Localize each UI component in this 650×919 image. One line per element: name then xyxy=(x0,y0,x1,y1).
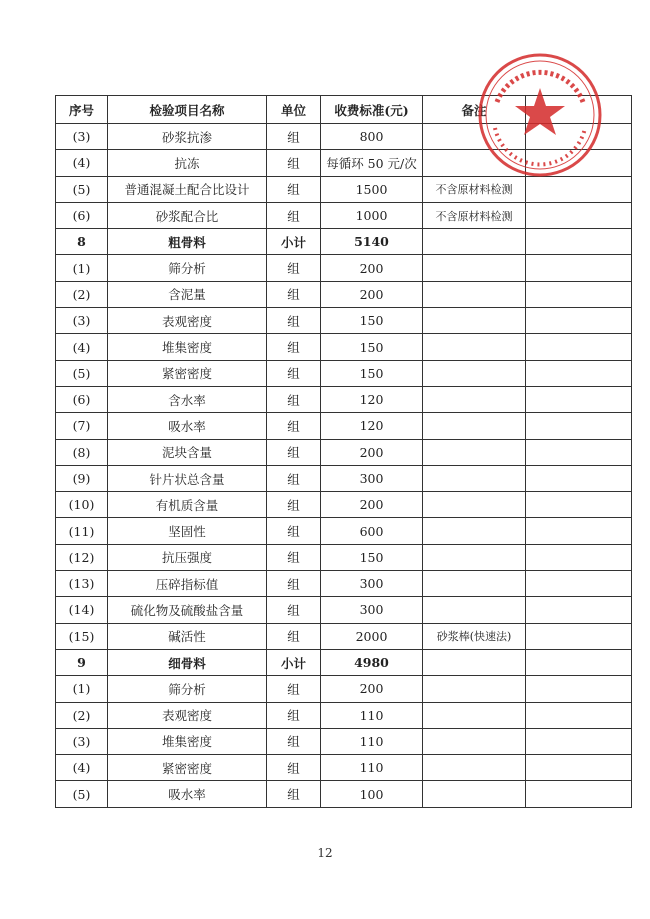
cell-serial: (5) xyxy=(56,781,108,807)
cell-serial: (5) xyxy=(56,360,108,386)
cell-extra xyxy=(526,386,632,412)
cell-unit: 组 xyxy=(267,702,321,728)
cell-remark xyxy=(423,571,526,597)
cell-remark: 不含原材料检测 xyxy=(423,202,526,228)
cell-item-name: 针片状总含量 xyxy=(108,465,267,491)
cell-extra xyxy=(526,465,632,491)
table-row xyxy=(56,202,632,228)
cell-remark xyxy=(423,544,526,570)
cell-fee: 150 xyxy=(321,544,423,570)
table-row xyxy=(56,492,632,518)
fee-standard-table xyxy=(55,95,632,808)
cell-remark xyxy=(423,518,526,544)
cell-extra xyxy=(526,255,632,281)
cell-unit: 组 xyxy=(267,544,321,570)
cell-serial: (6) xyxy=(56,386,108,412)
header-item-name: 检验项目名称 xyxy=(108,96,267,124)
cell-fee: 300 xyxy=(321,571,423,597)
cell-item-name: 筛分析 xyxy=(108,676,267,702)
table-row xyxy=(56,465,632,491)
cell-extra xyxy=(526,176,632,202)
cell-extra xyxy=(526,676,632,702)
table-row xyxy=(56,755,632,781)
cell-remark xyxy=(423,597,526,623)
cell-unit: 组 xyxy=(267,202,321,228)
cell-extra xyxy=(526,544,632,570)
cell-remark xyxy=(423,465,526,491)
cell-serial: (4) xyxy=(56,150,108,176)
cell-remark xyxy=(423,492,526,518)
table-row xyxy=(56,571,632,597)
table-row xyxy=(56,360,632,386)
seal-star-icon xyxy=(515,88,565,135)
cell-serial: (14) xyxy=(56,597,108,623)
cell-serial: (2) xyxy=(56,281,108,307)
cell-fee: 1500 xyxy=(321,176,423,202)
header-remark: 备注 xyxy=(423,96,526,124)
cell-unit: 组 xyxy=(267,255,321,281)
cell-fee: 300 xyxy=(321,465,423,491)
cell-extra xyxy=(526,781,632,807)
table-row xyxy=(56,781,632,807)
cell-unit: 小计 xyxy=(267,649,321,675)
cell-remark xyxy=(423,413,526,439)
cell-item-name: 砂浆抗渗 xyxy=(108,124,267,150)
cell-fee: 110 xyxy=(321,728,423,754)
cell-serial: (4) xyxy=(56,755,108,781)
table-row xyxy=(56,413,632,439)
cell-fee: 200 xyxy=(321,281,423,307)
cell-item-name: 紧密密度 xyxy=(108,755,267,781)
cell-serial: (3) xyxy=(56,124,108,150)
cell-fee: 200 xyxy=(321,255,423,281)
cell-item-name: 碱活性 xyxy=(108,623,267,649)
cell-unit: 组 xyxy=(267,281,321,307)
cell-serial: (11) xyxy=(56,518,108,544)
cell-serial: (10) xyxy=(56,492,108,518)
table-row xyxy=(56,702,632,728)
cell-serial: (1) xyxy=(56,255,108,281)
cell-serial: (2) xyxy=(56,702,108,728)
cell-remark xyxy=(423,702,526,728)
cell-item-name: 普通混凝土配合比设计 xyxy=(108,176,267,202)
cell-serial: (15) xyxy=(56,623,108,649)
cell-fee: 200 xyxy=(321,439,423,465)
cell-fee: 每循环 50 元/次 xyxy=(321,150,423,176)
table-row xyxy=(56,386,632,412)
cell-remark xyxy=(423,649,526,675)
cell-item-name: 筛分析 xyxy=(108,255,267,281)
cell-extra xyxy=(526,702,632,728)
cell-fee: 150 xyxy=(321,334,423,360)
cell-fee: 4980 xyxy=(321,649,423,675)
cell-unit: 组 xyxy=(267,439,321,465)
cell-item-name: 紧密密度 xyxy=(108,360,267,386)
cell-unit: 组 xyxy=(267,623,321,649)
cell-unit: 组 xyxy=(267,124,321,150)
table-row xyxy=(56,308,632,334)
cell-serial: (13) xyxy=(56,571,108,597)
cell-extra xyxy=(526,281,632,307)
cell-item-name: 坚固性 xyxy=(108,518,267,544)
cell-item-name: 砂浆配合比 xyxy=(108,202,267,228)
cell-extra xyxy=(526,649,632,675)
cell-fee: 300 xyxy=(321,597,423,623)
cell-extra xyxy=(526,755,632,781)
cell-extra xyxy=(526,202,632,228)
cell-serial: (12) xyxy=(56,544,108,570)
cell-extra xyxy=(526,623,632,649)
cell-fee: 150 xyxy=(321,360,423,386)
cell-unit: 组 xyxy=(267,176,321,202)
cell-serial: (4) xyxy=(56,334,108,360)
cell-serial: (7) xyxy=(56,413,108,439)
section-row xyxy=(56,649,632,675)
cell-serial: (8) xyxy=(56,439,108,465)
cell-extra xyxy=(526,334,632,360)
cell-remark xyxy=(423,676,526,702)
header-fee: 收费标准(元) xyxy=(321,96,423,124)
cell-remark xyxy=(423,386,526,412)
cell-item-name: 粗骨料 xyxy=(108,229,267,255)
table-row xyxy=(56,623,632,649)
cell-serial: 8 xyxy=(56,229,108,255)
table-row xyxy=(56,728,632,754)
table-row xyxy=(56,518,632,544)
cell-unit: 组 xyxy=(267,728,321,754)
cell-remark xyxy=(423,229,526,255)
cell-fee: 120 xyxy=(321,386,423,412)
cell-unit: 小计 xyxy=(267,229,321,255)
cell-unit: 组 xyxy=(267,386,321,412)
cell-remark xyxy=(423,781,526,807)
page-number: 12 xyxy=(317,846,333,860)
cell-item-name: 堆集密度 xyxy=(108,334,267,360)
cell-fee: 5140 xyxy=(321,229,423,255)
cell-fee: 800 xyxy=(321,124,423,150)
cell-fee: 1000 xyxy=(321,202,423,228)
table-row xyxy=(56,439,632,465)
cell-item-name: 硫化物及硫酸盐含量 xyxy=(108,597,267,623)
cell-unit: 组 xyxy=(267,755,321,781)
cell-remark: 砂浆棒(快速法) xyxy=(423,623,526,649)
official-seal-stamp xyxy=(475,50,605,180)
cell-fee: 110 xyxy=(321,755,423,781)
cell-serial: (3) xyxy=(56,308,108,334)
cell-fee: 200 xyxy=(321,492,423,518)
header-serial: 序号 xyxy=(56,96,108,124)
cell-item-name: 泥块含量 xyxy=(108,439,267,465)
cell-fee: 2000 xyxy=(321,623,423,649)
table-row xyxy=(56,597,632,623)
cell-fee: 150 xyxy=(321,308,423,334)
cell-extra xyxy=(526,360,632,386)
table-row xyxy=(56,676,632,702)
cell-item-name: 吸水率 xyxy=(108,781,267,807)
cell-remark xyxy=(423,360,526,386)
cell-unit: 组 xyxy=(267,413,321,439)
cell-item-name: 压碎指标值 xyxy=(108,571,267,597)
cell-remark xyxy=(423,281,526,307)
cell-remark xyxy=(423,308,526,334)
cell-unit: 组 xyxy=(267,571,321,597)
table-row xyxy=(56,281,632,307)
cell-serial: (9) xyxy=(56,465,108,491)
table-row xyxy=(56,176,632,202)
cell-extra xyxy=(526,439,632,465)
cell-unit: 组 xyxy=(267,465,321,491)
cell-item-name: 表观密度 xyxy=(108,702,267,728)
cell-fee: 200 xyxy=(321,676,423,702)
cell-remark xyxy=(423,728,526,754)
cell-remark xyxy=(423,334,526,360)
cell-extra xyxy=(526,308,632,334)
cell-remark: 不含原材料检测 xyxy=(423,176,526,202)
cell-fee: 100 xyxy=(321,781,423,807)
cell-item-name: 有机质含量 xyxy=(108,492,267,518)
table-body xyxy=(56,124,632,808)
cell-extra xyxy=(526,728,632,754)
table-row xyxy=(56,544,632,570)
cell-fee: 110 xyxy=(321,702,423,728)
cell-extra xyxy=(526,571,632,597)
cell-unit: 组 xyxy=(267,150,321,176)
header-unit: 单位 xyxy=(267,96,321,124)
cell-unit: 组 xyxy=(267,360,321,386)
cell-item-name: 吸水率 xyxy=(108,413,267,439)
cell-extra xyxy=(526,413,632,439)
cell-unit: 组 xyxy=(267,676,321,702)
cell-extra xyxy=(526,518,632,544)
cell-item-name: 堆集密度 xyxy=(108,728,267,754)
table-row xyxy=(56,334,632,360)
cell-fee: 120 xyxy=(321,413,423,439)
cell-extra xyxy=(526,597,632,623)
cell-unit: 组 xyxy=(267,308,321,334)
cell-extra xyxy=(526,492,632,518)
cell-remark xyxy=(423,755,526,781)
cell-unit: 组 xyxy=(267,781,321,807)
cell-unit: 组 xyxy=(267,597,321,623)
cell-unit: 组 xyxy=(267,334,321,360)
cell-serial: (3) xyxy=(56,728,108,754)
cell-unit: 组 xyxy=(267,518,321,544)
cell-remark xyxy=(423,439,526,465)
cell-item-name: 细骨料 xyxy=(108,649,267,675)
cell-serial: 9 xyxy=(56,649,108,675)
table-row xyxy=(56,255,632,281)
cell-extra xyxy=(526,229,632,255)
cell-serial: (6) xyxy=(56,202,108,228)
cell-serial: (5) xyxy=(56,176,108,202)
cell-item-name: 抗冻 xyxy=(108,150,267,176)
cell-item-name: 抗压强度 xyxy=(108,544,267,570)
cell-item-name: 含泥量 xyxy=(108,281,267,307)
cell-fee: 600 xyxy=(321,518,423,544)
cell-serial: (1) xyxy=(56,676,108,702)
cell-unit: 组 xyxy=(267,492,321,518)
cell-item-name: 含水率 xyxy=(108,386,267,412)
cell-item-name: 表观密度 xyxy=(108,308,267,334)
section-row xyxy=(56,229,632,255)
cell-remark xyxy=(423,255,526,281)
